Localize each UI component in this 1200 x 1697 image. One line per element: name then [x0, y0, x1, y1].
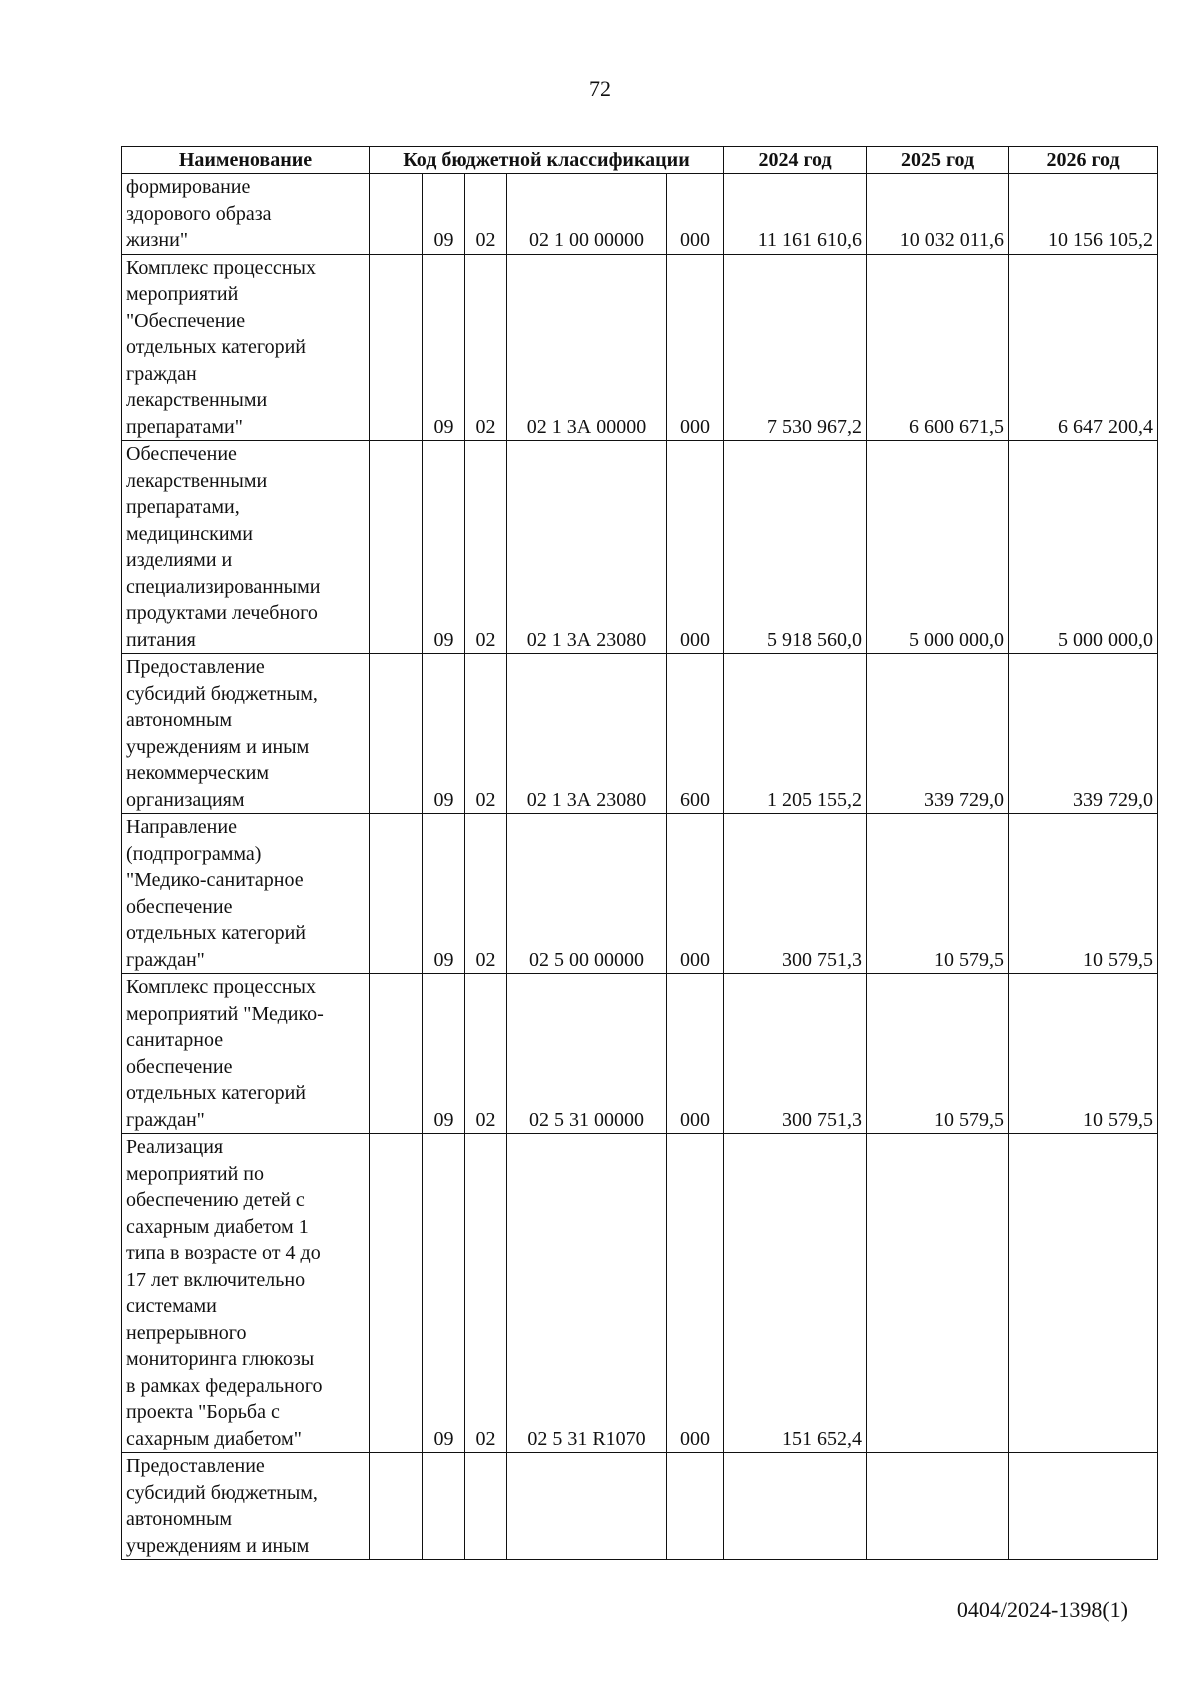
row-value-2025: 5 000 000,0: [867, 441, 1009, 654]
row-subsection-code: 02: [465, 814, 507, 974]
row-name-line: формирование: [126, 176, 251, 198]
row-subsection-code: 02: [465, 441, 507, 654]
row-name-line: отдельных категорий: [126, 922, 307, 944]
row-name-line: Предоставление: [126, 656, 265, 678]
row-subsection-code: 02: [465, 254, 507, 441]
row-expense-type-code: 000: [667, 1134, 724, 1453]
row-blank-cell: [370, 654, 423, 814]
row-name-cell: [122, 254, 370, 441]
row-blank-cell: [370, 1453, 423, 1560]
row-value-2026: 10 579,5: [1009, 814, 1158, 974]
row-value-2026: 6 647 200,4: [1009, 254, 1158, 441]
row-target-code: 02 1 3А 23080: [507, 654, 667, 814]
row-expense-type-code: 000: [667, 174, 724, 255]
row-name-line: проекта "Борьба с: [126, 1401, 280, 1423]
header-2026: 2026 год: [1009, 147, 1158, 174]
table-row: [122, 974, 1158, 1134]
row-name-line: препаратами,: [126, 496, 240, 518]
row-section-code: 09: [423, 174, 465, 255]
row-value-2026: 5 000 000,0: [1009, 441, 1158, 654]
row-name-line: организациям: [126, 788, 245, 811]
row-name-cell: [122, 654, 370, 814]
page-number: 72: [589, 76, 611, 101]
row-name-line: лекарственными: [126, 389, 268, 411]
row-subsection-code: 02: [465, 174, 507, 255]
row-value-2024: 300 751,3: [724, 814, 867, 974]
row-name-line: сахарным диабетом 1: [126, 1215, 309, 1238]
row-value-2024: 5 918 560,0: [724, 441, 867, 654]
row-section-code: 09: [423, 814, 465, 974]
table-row: [122, 174, 1158, 255]
row-target-code: 02 1 3А 23080: [507, 441, 667, 654]
row-name-cell: [122, 174, 370, 255]
table-row: [122, 254, 1158, 441]
row-value-2025: 10 579,5: [867, 814, 1009, 974]
row-name-line: Направление: [126, 816, 237, 838]
row-name-line: мероприятий "Медико-: [126, 1002, 324, 1025]
row-name-line: типа в возрасте от 4 до: [126, 1242, 321, 1264]
row-name-line: Реализация: [126, 1136, 224, 1158]
row-name-line: препаратами": [126, 415, 243, 438]
row-name-line: обеспечение: [126, 1055, 233, 1078]
row-blank-cell: [370, 441, 423, 654]
row-name-line: мероприятий по: [126, 1162, 264, 1185]
row-name-cell: [122, 1453, 370, 1560]
row-target-code: [507, 1453, 667, 1560]
row-name-line: специализированными: [126, 575, 321, 598]
row-blank-cell: [370, 1134, 423, 1453]
row-name-line: сахарным диабетом": [126, 1427, 302, 1450]
row-section-code: [423, 1453, 465, 1560]
row-value-2025: 10 579,5: [867, 974, 1009, 1134]
table-body: [122, 174, 1158, 1560]
budget-table: [121, 146, 1158, 1560]
row-name-line: 17 лет включительно: [126, 1268, 306, 1291]
row-value-2026: 10 156 105,2: [1009, 174, 1158, 255]
row-target-code: 02 1 3А 00000: [507, 254, 667, 441]
row-name-line: граждан: [126, 362, 197, 385]
row-value-2025: [867, 1453, 1009, 1560]
row-expense-type-code: 000: [667, 441, 724, 654]
row-name-line: отдельных категорий: [126, 1082, 307, 1104]
row-value-2026: [1009, 1134, 1158, 1453]
row-name-cell: [122, 974, 370, 1134]
row-name-line: в рамках федерального: [126, 1374, 323, 1397]
row-name-cell: [122, 814, 370, 974]
row-name-line: субсидий бюджетным,: [126, 1481, 318, 1504]
row-blank-cell: [370, 254, 423, 441]
row-subsection-code: 02: [465, 974, 507, 1134]
row-name-line: здорового образа: [126, 202, 272, 225]
row-name-line: субсидий бюджетным,: [126, 682, 318, 705]
row-subsection-code: [465, 1453, 507, 1560]
row-name-line: мониторинга глюкозы: [126, 1348, 315, 1370]
row-name-line: учреждениям и иным: [126, 735, 310, 758]
row-expense-type-code: 600: [667, 654, 724, 814]
row-name-line: санитарное: [126, 1029, 224, 1051]
row-blank-cell: [370, 974, 423, 1134]
document-code: 0404/2024-1398(1): [956, 1597, 1128, 1622]
row-name-line: Комплекс процессных: [126, 976, 316, 998]
row-expense-type-code: 000: [667, 974, 724, 1134]
row-name-line: граждан": [126, 948, 205, 971]
row-value-2025: [867, 1134, 1009, 1453]
row-section-code: 09: [423, 441, 465, 654]
row-value-2025: 10 032 011,6: [867, 174, 1009, 255]
table-row: [122, 441, 1158, 654]
row-section-code: 09: [423, 1134, 465, 1453]
row-value-2024: 11 161 610,6: [724, 174, 867, 255]
row-value-2026: 10 579,5: [1009, 974, 1158, 1134]
row-target-code: 02 5 31 R1070: [507, 1134, 667, 1453]
row-name-cell: [122, 441, 370, 654]
row-name-line: продуктами лечебного: [126, 602, 318, 624]
row-name-line: мероприятий: [126, 283, 239, 305]
row-subsection-code: 02: [465, 654, 507, 814]
row-subsection-code: 02: [465, 1134, 507, 1453]
row-section-code: 09: [423, 254, 465, 441]
row-name-line: обеспечению детей с: [126, 1189, 305, 1211]
row-name-line: лекарственными: [126, 469, 268, 492]
row-name-line: учреждениям и иным: [126, 1534, 310, 1557]
row-expense-type-code: 000: [667, 254, 724, 441]
row-section-code: 09: [423, 974, 465, 1134]
row-name-line: жизни": [126, 229, 188, 251]
row-name-line: "Обеспечение: [126, 309, 246, 332]
row-name-line: некоммерческим: [126, 762, 269, 784]
row-value-2026: 339 729,0: [1009, 654, 1158, 814]
row-value-2026: [1009, 1453, 1158, 1560]
row-name-line: автономным: [126, 1508, 233, 1530]
row-name-line: системами: [126, 1295, 217, 1317]
header-2025: 2025 год: [867, 147, 1009, 174]
row-name-line: автономным: [126, 709, 233, 731]
row-value-2024: 7 530 967,2: [724, 254, 867, 441]
row-name-line: обеспечение: [126, 895, 233, 918]
row-target-code: 02 5 31 00000: [507, 974, 667, 1134]
row-name-line: отдельных категорий: [126, 336, 307, 358]
table-row: [122, 654, 1158, 814]
row-value-2024: 300 751,3: [724, 974, 867, 1134]
row-value-2024: [724, 1453, 867, 1560]
table-row: [122, 1453, 1158, 1560]
row-name-line: питания: [126, 628, 196, 651]
row-value-2024: 1 205 155,2: [724, 654, 867, 814]
row-expense-type-code: 000: [667, 814, 724, 974]
table-row: [122, 1134, 1158, 1453]
row-name-line: медицинскими: [126, 522, 253, 545]
header-row: [122, 147, 1158, 174]
row-name-line: Предоставление: [126, 1455, 265, 1477]
row-target-code: 02 1 00 00000: [507, 174, 667, 255]
header-2024: 2024 год: [724, 147, 867, 174]
row-value-2025: 339 729,0: [867, 654, 1009, 814]
row-value-2025: 6 600 671,5: [867, 254, 1009, 441]
row-name-line: изделиями и: [126, 549, 233, 571]
row-name-line: непрерывного: [126, 1321, 247, 1344]
row-expense-type-code: [667, 1453, 724, 1560]
row-name-cell: [122, 1134, 370, 1453]
row-target-code: 02 5 00 00000: [507, 814, 667, 974]
header-code: Код бюджетной классификации: [370, 147, 724, 174]
row-name-line: Обеспечение: [126, 443, 237, 465]
header-name: Наименование: [122, 147, 370, 174]
row-name-line: (подпрограмма): [126, 842, 262, 865]
row-name-line: граждан": [126, 1108, 205, 1131]
row-name-line: Комплекс процессных: [126, 256, 316, 279]
row-value-2024: 151 652,4: [724, 1134, 867, 1453]
row-blank-cell: [370, 174, 423, 255]
row-blank-cell: [370, 814, 423, 974]
table-row: [122, 814, 1158, 974]
row-name-line: "Медико-санитарное: [126, 869, 304, 891]
row-section-code: 09: [423, 654, 465, 814]
